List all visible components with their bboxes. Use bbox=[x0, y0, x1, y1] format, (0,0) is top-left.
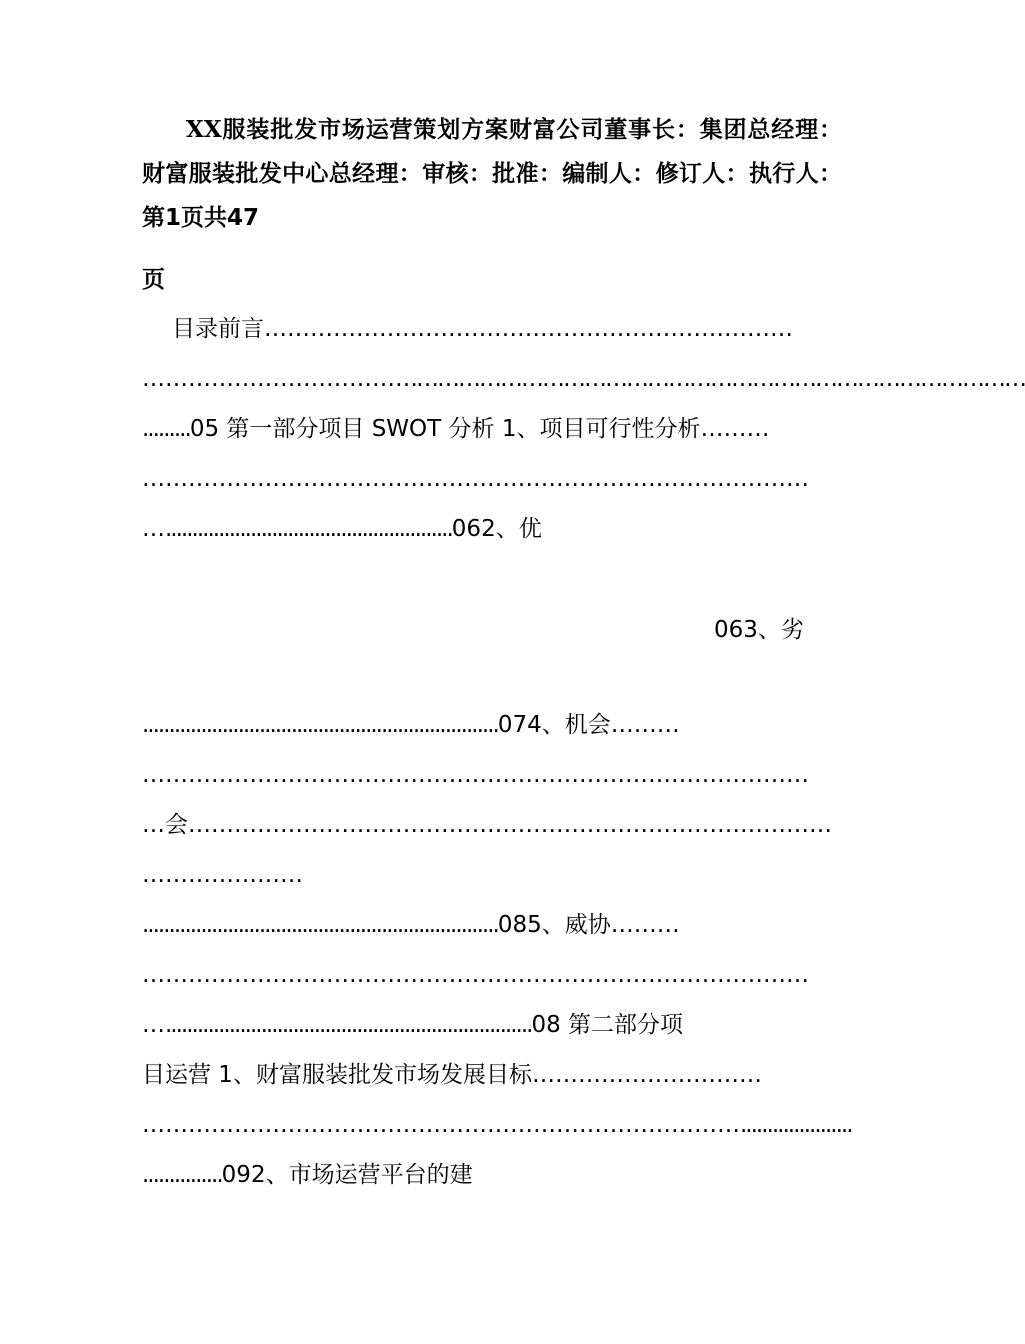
page-total: 47 bbox=[227, 205, 260, 231]
table-of-contents-bottom bbox=[142, 700, 852, 1200]
toc-line: ...................................................................085、威协……… bbox=[142, 912, 680, 938]
toc-line: ...............092、市场运营平台的建 bbox=[142, 1162, 473, 1188]
toc-line: 目运营 1、财富服装批发市场发展目标………………………… bbox=[142, 1062, 762, 1088]
toc-line: 目录前言…………………………………………………………… bbox=[172, 316, 793, 342]
toc-line: …......................................................062、优 bbox=[142, 516, 542, 542]
toc-line: …………………………………………………………………………… bbox=[142, 762, 809, 788]
page-number: 1 bbox=[165, 205, 182, 231]
toc-line: ….....................................................................08 第二部分项 bbox=[142, 1012, 684, 1038]
toc-line: .........05 第一部分项目 SWOT 分析 1、项目可行性分析……… bbox=[142, 416, 770, 442]
page-total-label: 页共 bbox=[181, 204, 228, 231]
document-title bbox=[142, 108, 842, 240]
toc-line: ………………… bbox=[142, 862, 303, 888]
toc-line: ……………………………………………………………………..................... bbox=[142, 1112, 852, 1138]
toc-line: …………………………………………………………………………… bbox=[142, 466, 809, 492]
toc-line: …………………………………………………………………………… bbox=[142, 962, 809, 988]
toc-line: ...................................................................074、机会……… bbox=[142, 712, 680, 738]
toc-line: …会………………………………………………………………………… bbox=[142, 812, 832, 838]
title-text: XX服装批发市场运营策划方案财富公司董事长：集团总经理：财富服装批发中心总经理：审核：批准：编制人：修订人：执行人：第 bbox=[142, 116, 842, 231]
page-suffix: 页 bbox=[142, 266, 165, 293]
table-of-contents-top bbox=[142, 304, 1025, 554]
toc-line: …………………………………………………………………………………………………………… bbox=[142, 366, 1025, 392]
toc-item-063: 063、劣 bbox=[714, 617, 804, 643]
